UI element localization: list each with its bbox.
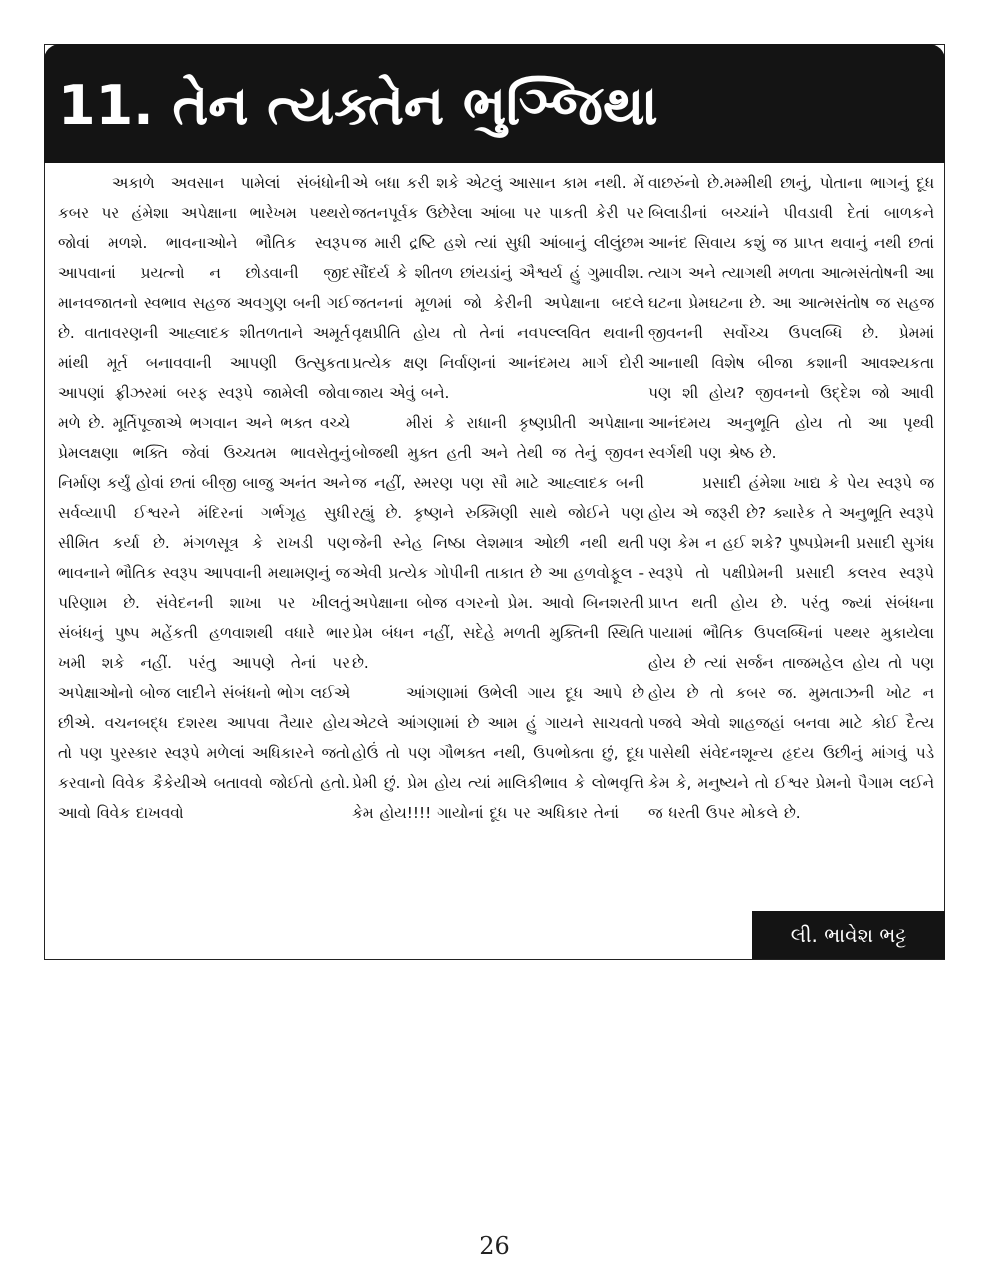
column-3-text-a: વાછરુંનો છે.મમ્મીથી છાનું, પોતાના ભાગનું દૂધ બિલાડીનાં બચ્ચાંને પીવડાવી દેતાં બાળકને આનંદ સિવાય કશું જ પ્રાપ્ત થવાનું નથી છતાં ત્યાગ અને ત્યાગથી મળતા આત્મસંતોષની આ ઘટના પ્રેમઘટના છે. આ આત્મસંતોષ જ સહજ જીવનની સર્વોચ્ચ ઉપલબ્ધિ છે. પ્રેમમાં આનાથી વિશેષ બીજા કશાની આવશ્યકતા પણ શી હોય? જીવનનો ઉદ્દેશ જો આવી આનંદમય અનુભૂતિ હોય તો આ પૃથ્વી સ્વર્ગથી પણ શ્રેષ્ઠ છે.	[648, 174, 934, 462]
column-2-text-c: આંગણામાં ઉભેલી ગાય દૂધ આપે છે એટલે આંગણામાં છે આમ હું ગાયને સાચવતો હોઉં તો પણ ગૌભક્ત નથી, ઉપભોક્તા છું, દૂધ પ્રેમી છું. પ્રેમ હોય ત્યાં માલિકીભાવ કે લોભવૃત્તિ કેમ હોય!!!! ગાયોનાં દૂધ પર અધિકાર તેનાં	[352, 684, 644, 822]
page-number: 26	[479, 1232, 510, 1260]
article-title: 11. તેન ત્યક્તેન ભુઞ્જિથા	[58, 74, 658, 137]
column-3-text-b: પ્રસાદી હંમેશા ખાદ્ય કે પેય સ્વરૂપે જ હોય એ જરૂરી છે? ક્યારેક તે અનુભૂતિ સ્વરૂપે પણ કેમ ન હઈ શકે? પુષ્પપ્રેમની પ્રસાદી સુગંધ સ્વરૂપે તો પક્ષીપ્રેમની પ્રસાદી કલરવ સ્વરૂપે પ્રાપ્ત થતી હોય છે. પરંતુ જ્યાં સંબંધના પાયામાં ભૌતિક ઉપલબ્ધિનાં પથ્થર મુકાયેલા હોય છે ત્યાં સર્જન તાજમહેલ હોય તો પણ હોય છે તો કબર જ. મુમતાઝની ખોટ ન પજવે એવો શાહજહાં બનવા માટે કોઈ દૈત્ય પાસેથી સંવેદનશૂન્ય હૃદય ઉછીનું માંગવું પડે કેમ કે, મનુષ્યને તો ઈશ્વર પ્રેમનો પૈગામ લઈને જ ધરતી ઉપર મોકલે છે.	[648, 474, 934, 822]
column-2-text-b: મીરાં કે રાધાની કૃષ્ણપ્રીતી અપેક્ષાના બોજથી મુક્ત હતી અને તેથી જ તેનું જીવન જ નહીં, સ્મરણ પણ સૌ માટે આહ્લાદક બની રહ્યું છે. કૃષ્ણને રુક્મિણી સાથે જોઈને પણ જેની સ્નેહ નિષ્ઠા લેશમાત્ર ઓછી નથી થતી એવી પ્રત્યેક ગોપીની તાકાત છે આ હળવોફૂલ - અપેક્ષાના બોજ વગરનો પ્રેમ. આવો બિનશરતી પ્રેમ બંધન નહીં, સદેહે મળતી મુક્તિની સ્થિતિ છે.	[352, 414, 644, 672]
column-1-text: અકાળે અવસાન પામેલાં સંબંધોની કબર પર હંમેશા અપેક્ષાના ભારેખમ પથ્થરો જોવાં મળશે. ભાવનાઓને ભૌતિક સ્વરૂપ આપવાનાં પ્રયત્નો ન છોડવાની જીદ માનવજાતનો સ્વભાવ સહજ અવગુણ બની ગઈ છે. વાતાવરણની આહ્લાદક શીતળતાને અમૂર્ત માંથી મૂર્ત બનાવવાની આપણી ઉત્સુકતા આપણાં ફ્રીઝરમાં બરફ સ્વરૂપે જામેલી જોવા મળે છે. મૂર્તિપૂજાએ ભગવાન અને ભક્ત વચ્ચે પ્રેમલક્ષણા ભક્તિ જેવાં ઉચ્ચતમ ભાવસેતુનું નિર્માણ કર્યું હોવાં છતાં બીજી બાજુ અનંત અને સર્વવ્યાપી ઈશ્વરને મંદિરનાં ગર્ભગૃહ સુધી સીમિત કર્યા છે. મંગળસૂત્ર કે રાખડી પણ ભાવનાને ભૌતિક સ્વરૂપ આપવાની મથામણનું જ પરિણામ છે. સંવેદનની શાખા પર ખીલતું સંબંધનું પુષ્પ મહેંકતી હળવાશથી વધારે ભાર ખમી શકે નહીં. પરંતુ આપણે તેનાં પર અપેક્ષાઓનો બોજ લાદીને સંબંધનો ભોગ લઈએ છીએ. વચનબદ્ધ દશરથ આપવા તૈયાર હોય તો પણ પુરસ્કાર સ્વરૂપે મળેલાં અધિકારને જતો કરવાનો વિવેક કૈકેયીએ બતાવવો જોઈતો હતો. આવો વિવેક દાખવવો	[58, 174, 350, 822]
column-2	[352, 168, 644, 828]
column-2-text-a: એ બધા કરી શકે એટલું આસાન કામ નથી. મેં જતનપૂર્વક ઉછેરેલા આંબા પર પાકતી કેરી પર જ મારી દ્રષ્ટિ હશે ત્યાં સુધી આંબાનું લીલુંછમ સૌંદર્ય કે શીતળ છાંયડાંનું ઐશ્વર્ય હું ગુમાવીશ. જતનનાં મૂળમાં જો કેરીની અપેક્ષાના બદલે વૃક્ષપ્રીતિ હોય તો તેનાં નવપલ્લવિત થવાની પ્રત્યેક ક્ષણ નિર્વાણનાં આનંદમય માર્ગ દોરી જાય એવું બને.	[352, 174, 644, 402]
column-3	[648, 168, 934, 828]
author-signature: લી. ભાવેશ ભટ્ટ	[752, 911, 945, 959]
column-1	[58, 168, 350, 828]
